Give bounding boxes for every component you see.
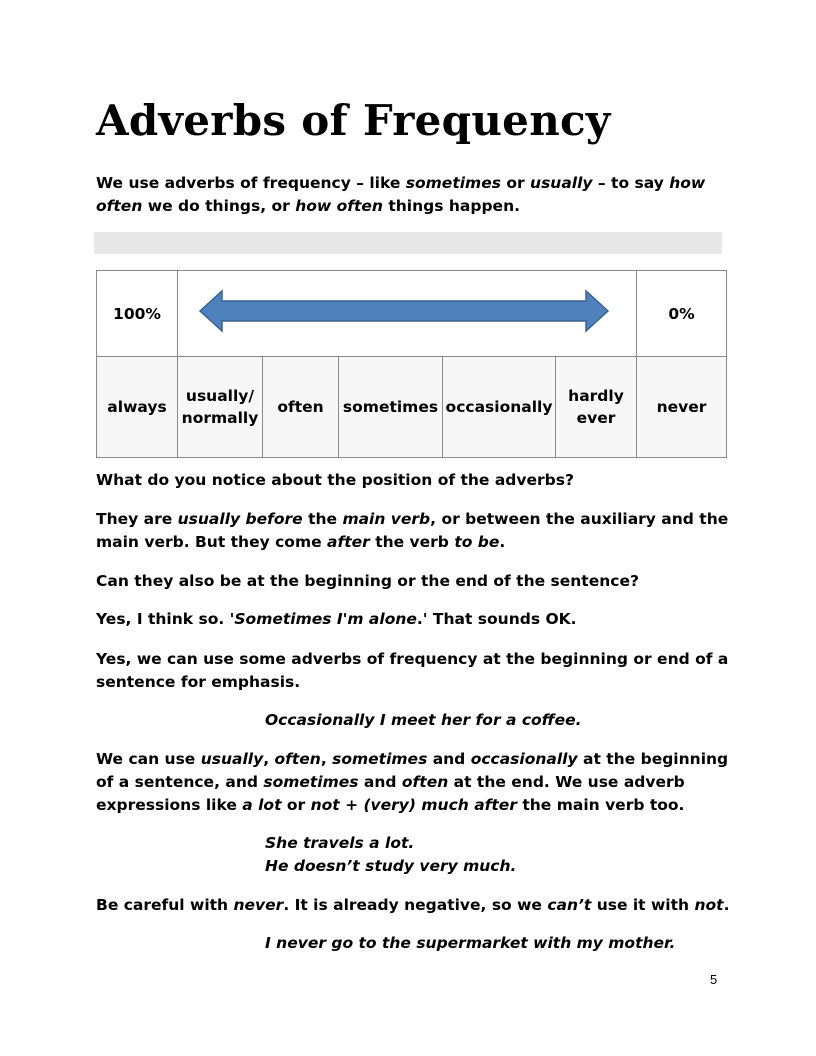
- adverb-label: always: [107, 398, 167, 416]
- adverb-usually-normally: [178, 357, 263, 458]
- answer-4-emphasis-3: sometimes: [332, 750, 428, 768]
- answer-4-text-2: ,: [263, 750, 275, 768]
- answer-1-emphasis-4: to be: [454, 533, 500, 551]
- answer-1-text-2: the: [302, 510, 343, 528]
- adverbs-row: [97, 357, 727, 458]
- question-2: Can they also be at the beginning or the end of the sentence?: [96, 572, 639, 590]
- adverb-label-line2: normally: [181, 409, 259, 427]
- grey-divider-bar: [94, 232, 722, 254]
- intro-emphasis-2: usually: [530, 174, 593, 192]
- scale-row: [97, 271, 727, 357]
- page-title: Adverbs of Frequency: [96, 96, 611, 145]
- answer-5-emphasis-2: can’t: [547, 896, 592, 914]
- adverb-always: [97, 357, 178, 458]
- page-number: 5: [710, 972, 718, 987]
- question-1: What do you notice about the position of the adverbs?: [96, 471, 574, 489]
- answer-4-text-5: at the beginning of a sentence, and: [96, 750, 729, 791]
- answer-4: [96, 748, 736, 817]
- adverb-label: hardly: [568, 387, 624, 405]
- answer-1-text-3: , or between the auxiliary and the main verb. But they come: [96, 510, 729, 551]
- answer-1-emphasis-3: after: [327, 533, 370, 551]
- adverb-often: [263, 357, 339, 458]
- answer-4-text-9: the main verb too.: [516, 796, 685, 814]
- answer-1-text-4: the verb: [369, 533, 455, 551]
- answer-5: [96, 894, 736, 917]
- intro-emphasis-3: how often: [96, 174, 706, 215]
- answer-1: [96, 508, 736, 554]
- answer-4-emphasis-2: often: [274, 750, 321, 768]
- answer-1-text-5: .: [499, 533, 506, 551]
- answer-5-text-4: .: [723, 896, 730, 914]
- answer-1-emphasis-2: main verb: [342, 510, 431, 528]
- answer-4-emphasis-8: not + (very) much after: [310, 796, 517, 814]
- adverb-never: [637, 357, 727, 458]
- adverb-label: sometimes: [342, 398, 439, 416]
- example-sentence-2: She travels a lot.: [265, 834, 415, 852]
- answer-2-emphasis-1: Sometimes I'm alone: [234, 610, 417, 628]
- adverb-label: often: [277, 398, 324, 416]
- scale-arrow-cell: [178, 271, 637, 357]
- answer-5-text-3: use it with: [591, 896, 695, 914]
- frequency-scale-table: [96, 270, 727, 458]
- adverb-label-line2: ever: [576, 409, 616, 427]
- adverb-hardly-ever: [556, 357, 637, 458]
- answer-4-emphasis-6: often: [401, 773, 449, 791]
- adverb-label: usually/: [185, 387, 255, 405]
- answer-4-emphasis-1: usually: [200, 750, 264, 768]
- answer-3: Yes, we can use some adverbs of frequency at the beginning or end of a sentence for emphasis.: [96, 650, 729, 691]
- answer-5-emphasis-3: not: [694, 896, 724, 914]
- answer-1-emphasis-1: usually before: [177, 510, 303, 528]
- answer-2-text-2: .' That sounds OK.: [416, 610, 577, 628]
- example-sentence-3: He doesn’t study very much.: [265, 857, 517, 875]
- adverb-label: never: [656, 398, 707, 416]
- intro-emphasis-1: sometimes: [405, 174, 501, 192]
- answer-4-text-4: and: [427, 750, 471, 768]
- example-sentence-4: I never go to the supermarket with my mother.: [265, 934, 676, 952]
- adverb-sometimes: [339, 357, 443, 458]
- answer-2: [96, 608, 736, 631]
- intro-text-5: things happen.: [382, 197, 520, 215]
- answer-4-text-8: or: [281, 796, 311, 814]
- answer-5-text-2: . It is already negative, so we: [283, 896, 548, 914]
- answer-4-emphasis-4: occasionally: [470, 750, 578, 768]
- scale-right-label: 0%: [637, 271, 727, 357]
- adverb-label: occasionally: [445, 398, 553, 416]
- intro-text-3: – to say: [592, 174, 670, 192]
- answer-1-text-1: They are: [96, 510, 178, 528]
- intro-text-2: or: [500, 174, 531, 192]
- answer-5-emphasis-1: never: [233, 896, 284, 914]
- answer-5-text-1: Be careful with: [96, 896, 234, 914]
- answer-4-text-3: ,: [320, 750, 333, 768]
- intro-text-4: we do things, or: [142, 197, 296, 215]
- adverb-occasionally: [443, 357, 556, 458]
- scale-left-label: 100%: [97, 271, 178, 357]
- answer-4-text-1: We can use: [96, 750, 201, 768]
- answer-4-emphasis-5: sometimes: [263, 773, 359, 791]
- example-sentence-1: Occasionally I meet her for a coffee.: [265, 711, 582, 729]
- answer-4-text-7: at the end. We use adverb expressions like: [96, 773, 685, 814]
- answer-4-emphasis-7: a lot: [242, 796, 282, 814]
- intro-text-1: We use adverbs of frequency – like: [96, 174, 406, 192]
- answer-2-text-1: Yes, I think so. ': [96, 610, 235, 628]
- answer-4-text-6: and: [358, 773, 402, 791]
- double-arrow-icon: [178, 271, 636, 350]
- intro-paragraph: [96, 172, 736, 218]
- intro-emphasis-4: how often: [295, 197, 383, 215]
